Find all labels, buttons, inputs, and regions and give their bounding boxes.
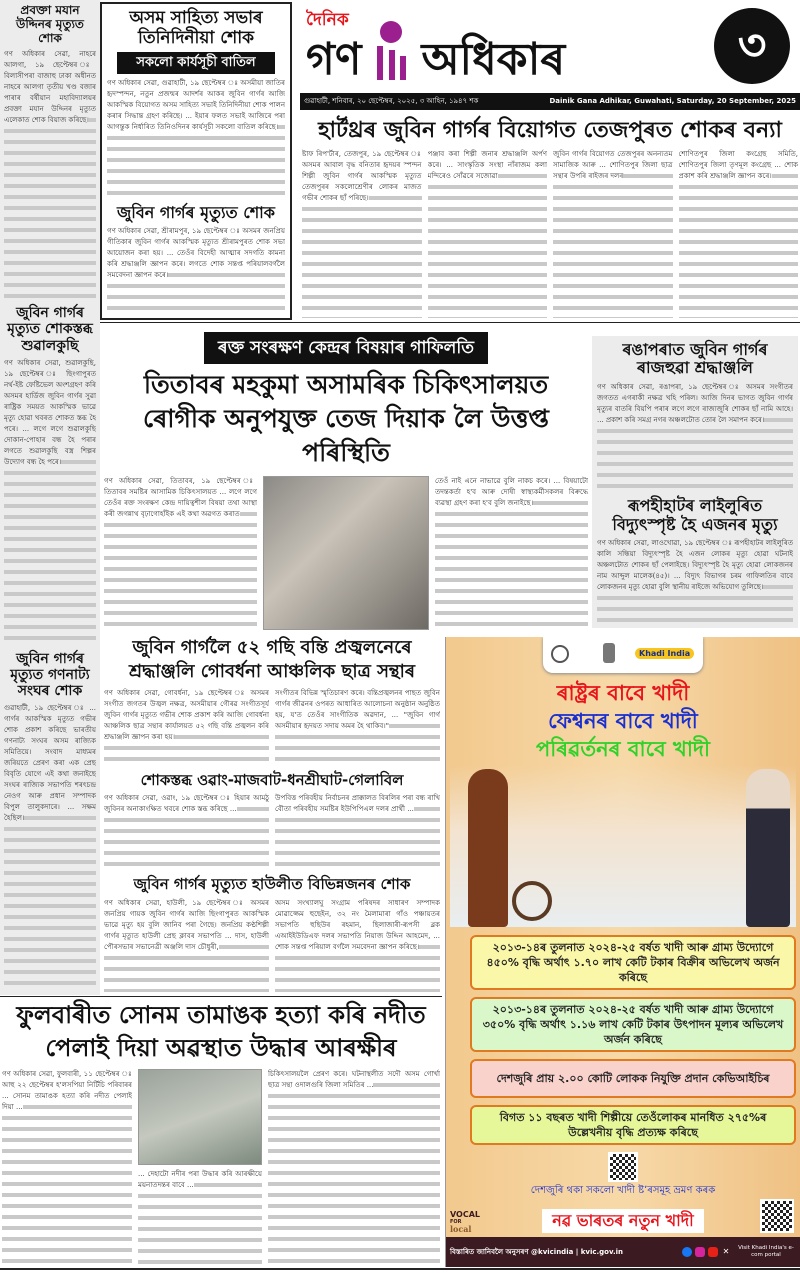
article-body: গণ অধিকাৰ সেৱা, হাউলী, ১৯ ছেপ্টেম্বৰ ঃ অসমৰ জনপ্ৰিয় গায়ক জুবিন গাৰ্গৰ আজি ছিংগাপুৰত আকস্মিক ভাৱে মৃত্যু হয় বুলি জানিব পৰা গৈছে। জনপ্ৰিয় কণ্ঠশিল্পী গাৰ্গৰ মৃত্যুত হাউলী প্ৰেছ ক্লাবৰ সভাপতি ... দাস, হাউলী পৌৰসভাৰ সভানেত্ৰী অঞ্জলি দাস চৌধুৰী, [104, 898, 269, 992]
article-body: গণ অধিকাৰ সেৱা, শুৱালকুছি, ১৯ ছেপ্টেম্বৰ ঃ ছিংগাপুৰত নৰ্থ-ইষ্ট ফেষ্টিভেল অংশগ্ৰহণ কৰি অসমৰ হাৰ্ডিজ জুবিন গাৰ্গৰ সুৱা ৰাষ্ট্ৰিক সময়ত আকস্মিক ভাৱে মৃত্যু হোৱা খবৰত শোকত স্তব্ধ হৈ পৰে। ... লগে লগে শুৱালকুছি দোকান-পোহাৰ বন্ধ হৈ পৰাৰ লগতে শুৱালকুছি বস্ত্ৰ শিল্পৰ উদ্যোগ বন্ধ হৈ পৰে। [4, 358, 96, 646]
middle-articles [104, 636, 440, 992]
ad-footer-bar [446, 1237, 800, 1267]
masthead-prefix: দৈনিক [306, 10, 349, 30]
pm-figure-icon [746, 769, 790, 927]
sahitya-box [100, 2, 292, 320]
top-right-area [300, 0, 800, 318]
ad-stat-box: ২০১৩-১৪ৰ তুলনাত ২০২৪-২৫ বৰ্ষত খাদী আৰু গ্ৰাম্য উদ্যোগে ৩৫০% বৃদ্ধি অৰ্থাৎ ১.১৬ লাখ কেটি টকাৰ উৎপাদন মূল্যৰ অভিলেখ অৰ্জন কৰিছে [470, 997, 796, 1052]
social-icons [682, 1247, 731, 1257]
gobardhana-columns [104, 688, 440, 767]
ad-visit-stores: দেশজুৰি থকা সকলো খাদী ষ্টʼৰসমূহ ভ্ৰমণ কৰক [530, 1184, 716, 1196]
left-column [0, 0, 100, 995]
owang-columns [104, 793, 440, 872]
date-assamese: গুৱাহাটী, শনিবাৰ, ২০ ছেপ্টেম্বৰ, ২০২৫, ৩ আহিন, ১৯৪৭ শক [304, 97, 479, 105]
article-body: সংগীতৰ বিভিন্ন স্মৃতিচাৰণ কৰে। বন্তিপ্ৰজ্বলনৰ পাছত জুবিন গাৰ্গৰ জীৱনৰ ওপৰত আধাৰিত আলোচনা অনুষ্ঠান অনুষ্ঠিত হয়, য'ত তেওঁৰ সাংগীতিক অৱদান, ... "জুবিন গাৰ্গ অসমীয়াৰ হৃদয়ত সদায় অমৰ হৈ থাকিব।" [275, 688, 440, 767]
titabar-article [104, 332, 588, 630]
kvic-emblem-icon [551, 645, 569, 663]
khadi-advertisement[interactable] [445, 637, 800, 1267]
hospital-photo [263, 476, 429, 630]
ad-footer-text[interactable]: বিস্তাৰিত জানিবলৈ অনুসৰণ @kvicindia | kvic.gov.in [450, 1247, 624, 1256]
facebook-icon[interactable] [682, 1247, 692, 1257]
kicker-banner: ৰক্ত সংৰক্ষণ কেন্দ্ৰৰ বিষয়াৰ গাফিলতি [204, 332, 488, 364]
phulbari-article [2, 999, 440, 1265]
article-body: তেওঁ নাই এনে নাভাৱে বুলি নাকচ কৰে। ... বিষয়াটো তদন্তকৰ্তা হ'ব আৰু দোষী স্বাস্থ্যকৰ্মীসকলৰ বিৰুদ্ধে ব্যৱস্থা গ্ৰহণ কৰা হ'ব বুলি জনাইছে। [435, 476, 588, 630]
portal-qr-code-icon[interactable] [760, 1199, 794, 1233]
headline: অসম সাহিত্য সভাৰ তিনিদিনীয়া শোক [129, 8, 263, 48]
divider [100, 322, 800, 323]
article-body: গুৱাহাটী, ১৯ ছেপ্টেম্বৰ ঃ ... গাৰ্গৰ আকস্মিক মৃত্যুত গভীৰ শোক প্ৰকাশ কৰিছে ভাৰতীয় গণনাট্য সংঘৰ অসম ৰাজ্যিক সমিতিয়ে। সংবাদ মাধ্যমৰ জৰিয়তে প্ৰেৰণ কৰা এক প্ৰেছ বিবৃতি যোগে এই কথা জনাইছে সংঘৰ ৰাজ্যিক সভাপতি শৰৎচন্দ্ৰ নেওগ আৰু প্ৰধান সম্পাদক বিপুল তালুকদাৰে। ... সক্ষম হৈছিল। [4, 703, 96, 991]
article-body: চিকিৎসালয়লৈ প্ৰেৰণ কৰে। ঘটনাস্থলীত সদৌ অসম গোৰ্খা ছাত্ৰ সন্থা ওদালগুৰি জিলা সমিতিৰ ... [268, 1069, 440, 1265]
youtube-icon[interactable] [708, 1247, 718, 1257]
ad-stat-box: দেশজুৰি প্ৰায় ২.০০ কোটি লোকক নিযুক্তি প্ৰদান কেভিআইচিৰ [470, 1059, 796, 1098]
article-body: শোণিতপুৰ জিলা কংগ্ৰেছ সমিতি, শোণিতপুৰ জিলা তৃণমূল কংগ্ৰেছ ... শোক প্ৰকাশ কৰি শ্ৰদ্ধাঞ্জলি জ্ঞাপন কৰে। [679, 149, 799, 318]
river-rescue-photo [138, 1069, 262, 1165]
vocal-for-local-logo [450, 1211, 486, 1233]
gandhi-figure-icon [468, 769, 508, 927]
instagram-icon[interactable] [695, 1247, 705, 1257]
masthead [300, 0, 800, 90]
page-bottom-rule [0, 1268, 800, 1270]
article-body: ... দেহাটো নদীৰ পৰা উদ্ধাৰ কৰি আৰক্ষীয়ে ময়নাতদন্তৰ বাবে ... [138, 1169, 262, 1265]
logo-people-icon [367, 20, 415, 84]
ad-line-3: পৰিৱৰ্তনৰ বাবে খাদী [536, 737, 710, 761]
phulbari-middle [138, 1069, 262, 1265]
article-body: জুবিন গাৰ্গৰ বিয়োগত তেজপুৰৰ অনন্যতম সামাজিক আৰু ... শোণিতপুৰ জিলা ছাত্ৰ সন্থাৰ উপৰি ৰাইজৰ দলৰ [553, 149, 673, 318]
masthead-title-left: গণ [306, 34, 362, 85]
divider [0, 996, 442, 997]
headline: ফুলবাৰীত সোনম তামাঙক হত্যা কৰি নদীত পেলাই দিয়া অৱস্থাত উদ্ধাৰ আৰক্ষীৰ [16, 1001, 426, 1062]
ad-tagline-row [446, 1199, 800, 1237]
headline: জুবিন গাৰ্গলৈ ৫২ গছি বন্তি প্ৰজ্বলনেৰে শ্ৰদ্ধাঞ্জলি গোবৰ্ধনা আঞ্চলিক ছাত্ৰ সন্থাৰ [128, 637, 415, 682]
article-body: গণ অধিকাৰ সেৱা, লাওখোৱা, ১৯ ছেপ্টেম্বৰ ঃ ৰূপহীহাটৰ লাইলুৰিত কালি সন্ধিয়া বিদ্যুৎস্পৃষ্ট হৈ এজন লোকৰ মৃত্যু হোৱা ঘটনাই অঞ্চলটোত শোকৰ ছাঁ পেলাইছে। বিদ্যুৎস্পৃষ্ট হৈ মৃত্যু হোৱা লোকজনৰ নাম আব্দুল মালেক(৪৫)। ... বিদ্যুৎ বিভাগৰ চৰম গাফিলতিৰ বাবে লোকজনৰ মৃত্যু হোৱা বুলি স্থানীয় ৰাইজে অভিযোগ তুলিছে। [597, 538, 793, 623]
headline: শোকস্তব্ধ ওৱাং-মাজবাট-ধনশ্ৰীঘাট-গেলাবিল [140, 770, 404, 789]
ashoka-emblem-icon [603, 643, 615, 663]
headline: জুবিন গাৰ্গৰ মৃত্যুত গণনাট্য সংঘৰ শোক [10, 651, 90, 700]
right-box [592, 336, 798, 628]
charkha-icon [512, 881, 552, 921]
headline: জুবিন গাৰ্গৰ মৃত্যুত শোক [116, 202, 275, 222]
ad-tagline: নৱ ভাৰতৰ নতুন খাদী [542, 1209, 703, 1233]
article-body: গণ অধিকাৰ সেৱা, ৰঙাপৰা, ১৯ ছেপ্টেম্বৰ ঃ অসমৰ সংগীতৰ জগতত এগৰাকী নক্ষত্ৰ খহি পৰিল। আজি দিনৰ ভাগত জুবিন গাৰ্গৰ মৃত্যুৰ বাতৰি বিয়পি পৰাৰ লগে লগে ৰাজ্যজুৰি শোকৰ ছাঁ নামি আহে। ... প্ৰকাশ কৰি সমগ্ৰ নগৰ অঞ্চলটোত তোৰ লৈ সমাপন কৰে। [597, 382, 793, 492]
page-number: ৩ [714, 8, 790, 84]
article-body: গণ অধিকাৰ সেৱা, ওৱাং, ১৯ ছেপ্টেম্বৰ ঃ হিয়াৰ আমঠু জুবিনৰ অনাকাংক্ষিত খবৰে শোক স্তব্ধ কৰিছে ... [104, 793, 269, 872]
article-body: গণ অধিকাৰ সেৱা, গোবৰ্ধনা, ১৯ ছেপ্টেম্বৰ ঃ অসমৰ সংগীত জগতৰ উজ্বল নক্ষত্ৰ, অসমীয়াৰ গৌৰৱ সংগীতসূৰ্য জুবিন গাৰ্গৰ মৃত্যুত গভীৰ শোক প্ৰকাশ কৰি আজি গোবৰ্ধনা আঞ্চলিক ছাত্ৰ সন্থাৰ কাৰ্যালয়ত ৫২ গছি বন্তি প্ৰজ্বলন কৰি শ্ৰদ্ধাঞ্জলি জ্ঞাপন কৰা হয়। [104, 688, 269, 767]
article-body: গণ অধিকাৰ সেৱা, তিতাবৰ, ১৯ ছেপ্টেম্বৰ ঃ তিতাবৰ সমষ্টিৰ আসামিক চিকিৎসালয়ত ... লগে লগে তেওঁৰ ৰক্ত সংৰক্ষণ কেন্দ্ৰ দায়িত্বশীল বিষয়া তথা আস্থা কৰী জগন্নাথ বৃঢ়াগোহাঁইক এই কথা অৱগত কৰাত [104, 476, 257, 630]
article-body: অসম সংখ্যালঘু সংগ্ৰাম পৰিষদৰ সাধাৰণ সম্পাদক মোৱাজ্জেম হুছেইন, ৩২ নং মৈলামাৰা গাঁও পঞ্চায়তৰ সভাপতি হুছিউৰ ৰহমান, ছিলাজাৰী-ৰূপসী ব্লক এআইইউডিএফ দলৰ সভাপতি নিয়াজ উদ্দিন আহমেদ, ... শোক সন্তপ্ত পৰিয়াল বৰ্গলৈ সমবেদনা জ্ঞাপন কৰিছে। [275, 898, 440, 992]
ad-illustration [450, 765, 796, 927]
ad-line-2: ফেশ্বনৰ বাবে খাদী [548, 709, 698, 733]
vocal-text: VOCAL [450, 1210, 481, 1219]
hauli-columns [104, 898, 440, 992]
local-text: local [450, 1224, 472, 1234]
qr-code-icon[interactable] [608, 1152, 638, 1182]
ad-stat-box: বিগত ১১ বছৰত খাদী শিল্পীয়ে তেওঁলোকৰ মানধিত ২৭৫%ৰ উল্লেখনীয় বৃদ্ধি প্ৰত্যক্ষ কৰিছে [470, 1105, 796, 1145]
ad-line-1: ৰাষ্ট্ৰৰ বাবে খাদী [556, 681, 690, 705]
headline: তিতাবৰ মহকুমা অসামৰিক চিকিৎসালয়ত ৰোগীক অনুপযুক্ত তেজ দিয়াক লৈ উত্তপ্ত পৰিস্থিতি [143, 370, 549, 467]
article-body: গণ অধিকাৰ সেৱা, ফুলবাৰী, ১১ ছেপ্টেম্বৰ ঃ আহু ২২ ছেপ্টেম্বৰ হ'লসপিয়া নিৰ্টিচি পৰিবাৰৰ ... সোনম তামাঙক হত্যা কৰি নদীত পেলাই দিয়া ... [2, 1069, 132, 1265]
x-icon[interactable]: ✕ [722, 1247, 730, 1256]
article-body: গণ অধিকাৰ সেৱা, শ্ৰীৰামপুৰ, ১৯ ছেপ্টেম্বৰ ঃ অসমৰ জনপ্ৰিয় গীতিকাৰ জুবিন গাৰ্গৰ আকস্মিক মৃত্যুত শ্ৰীৰামপুৰত শোক সভা আয়োজন কৰা হয়। ... তেওঁৰ বিদেহী আত্মাৰ সদগতি কামনা কৰি শ্ৰদ্ধাঞ্জলি জ্ঞাপন কৰে। লগতে শোক সন্তপ্ত পৰিয়ালবৰ্গলৈ সমবেদনা জ্ঞাপন কৰে। [107, 226, 285, 313]
headline: ৰঙাপৰাত জুবিন গাৰ্গৰ ৰাজহুৱা শ্ৰদ্ধাঞ্জলি [622, 340, 768, 378]
masthead-title-right: অধিকাৰ [421, 34, 566, 85]
article-body: গণ অধিকাৰ সেৱা, নাহৰে আলগা, ১৯ ছেপ্টেম্বৰ ঃ বিলাসীপৰা বাজাহু ঢাকা অধীনত নাহৰে আলগা তৃতীয় খণ্ড বজাৰ পাৰাৰ বৰ্ষীয়ান মহাবিদ্যালয়ৰ প্ৰবক্তা মযান উদ্দিনৰ মৃত্যুত এলেকাত শোক বিয়াজ কৰিছে। [4, 49, 96, 299]
article-body: পঞ্জাব কৰা শিল্পী জনাৰ শ্ৰদ্ধাঞ্জলি অৰ্পণ কৰে। ... সাংস্কৃতিক সংস্থা নাঁৰাজম কলা মন্দিৰেও সোঁৱৰে সজোৱা [428, 149, 548, 318]
titabar-columns [104, 476, 588, 630]
masthead-left [300, 10, 361, 90]
date-bar [300, 93, 800, 110]
article-body: উপবিত্ত পৰিবহীয় নিৰ্বাচনৰ প্ৰাক্কালত বিৰলিৰ পৰা বন্ধ ৰাখি বৌতা পৰিবহীয় সমষ্টিৰ ইউপিপিএল দলৰ প্ৰাৰ্থী ... [275, 793, 440, 872]
article-body: গণ অধিকাৰ সেৱা, গুৱাহাটী, ১৯ ছেপ্টেম্বৰ ঃ অসমীয়া জাতিৰ হৃদস্পন্দন, নতুন প্ৰজন্মৰ আদৰ্শৰ আকৰ জুবিন গাৰ্গৰ আজি আকস্মিক বিয়োগত অসম সাহিত্য সভাই তিনিদিনীয়া শোক পালন কৰাৰ সিদ্ধান্ত গ্ৰহণ কৰিছে। ... ইয়াৰ ফলত সভাই আজিৰে পৰা আগন্তুক নিৰ্ধাৰিত তিনিওদিনৰ কাৰ্যসূচী সকলো বাতিল কৰিছে। [107, 78, 285, 200]
ad-logo-strip [543, 637, 703, 673]
article-body: ষ্টাফ ৰিপ'ৰ্টাৰ, তেজপুৰ, ১৯ ছেপ্টেম্বৰ ঃ অসমৰ আবাল বৃদ্ধ বনিতাৰ হৃদয়ৰ স্পন্দন শিল্পী জুবিন গাৰ্গৰ আকস্মিক মৃত্যুত তেজপুৰৰ সকলোশ্ৰেণীৰ লোকৰ মাজত গভীৰ শোকৰ ছাঁ পৰিছে। [302, 149, 422, 318]
headline: জুবিন গাৰ্গৰ মৃত্যুত শোকস্তব্ধ শুৱালকুছি [7, 305, 93, 354]
khadi-india-logo: Khadi India [635, 648, 694, 659]
headline: ৰূপহীহাটৰ লাইলুৰিত বিদ্যুৎস্পৃষ্ট হৈ এজনৰ মৃত্যু [612, 496, 778, 534]
phulbari-columns [2, 1069, 440, 1265]
for-text: FOR [450, 1219, 462, 1225]
tezpur-columns [300, 149, 800, 318]
ad-stat-box: ২০১৩-১৪ৰ তুলনাত ২০২৪-২৫ বৰ্ষত খাদী আৰু গ্ৰাম্য উদ্যোগে ৪৫০% বৃদ্ধি অৰ্থাৎ ১.৭০ লাখ কেটি টকাৰ বিক্ৰীৰ অভিলেখ অৰ্জন কৰিছে [470, 935, 796, 990]
headline: জুবিন গাৰ্গৰ মৃত্যুত হাউলীত বিভিন্নজনৰ শোক [133, 875, 411, 894]
date-english: Dainik Gana Adhikar, Guwahati, Saturday, 20 September, 2025 [549, 97, 796, 105]
headline: হাৰ্টথ্ৰৰ জুবিন গাৰ্গৰ বিয়োগত তেজপুৰত শোকৰ বন্যা [318, 118, 782, 143]
headline: প্ৰবক্তা মযান উদ্দিনৰ মৃত্যুত শোক [16, 3, 84, 45]
ad-portal-text: Visit Khadi India's e-com portal [738, 1245, 794, 1258]
banner: সকলো কাৰ্যসূচী বাতিল [117, 52, 275, 74]
